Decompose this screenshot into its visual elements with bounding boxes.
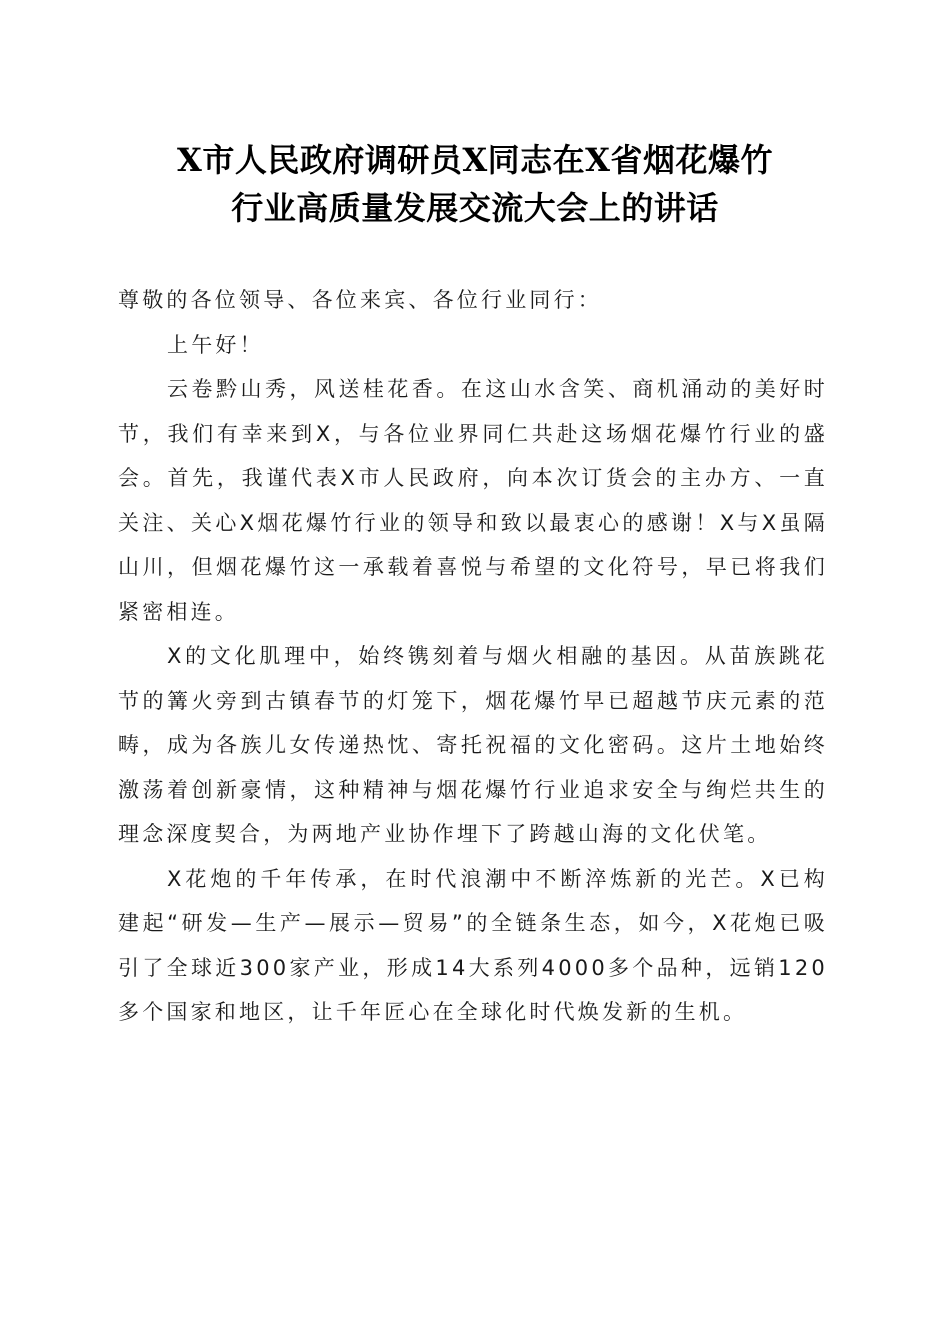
greeting-paragraph: 上午好！ xyxy=(167,332,264,357)
document-title xyxy=(100,136,850,232)
body-paragraph: 云卷黔山秀，风送桂花香。在这山水含笑、商机涌动的美好时节，我们有幸来到X，与各位业界同仁共赴这场烟花爆竹行业的盛会。首先，我谨代表X市人民政府，向本次订货会的主办方、一直关注、关心X烟花爆竹行业的领导和致以最衷心的感谢！X与X虽隔山川，但烟花爆竹这一承载着喜悦与希望的文化符号，早已将我们紧密相连。 xyxy=(118,377,828,624)
title-line-2: 行业高质量发展交流大会上的讲话 xyxy=(231,189,719,227)
salutation: 尊敬的各位领导、各位来宾、各位行业同行： xyxy=(118,288,602,312)
title-line-1: X市人民政府调研员X同志在X省烟花爆竹 xyxy=(177,141,773,179)
body-paragraph: X的文化肌理中，始终镌刻着与烟火相融的基因。从苗族跳花节的篝火旁到古镇春节的灯笼下，烟花爆竹早已超越节庆元素的范畴，成为各族儿女传递热忱、寄托祝福的文化密码。这片土地始终激荡着创新豪情，这种精神与烟花爆竹行业追求安全与绚烂共生的理念深度契合，为两地产业协作埋下了跨越山海的文化伏笔。 xyxy=(118,644,828,846)
body-paragraph: X花炮的千年传承，在时代浪潮中不断淬炼新的光芒。X已构建起“研发—生产—展示—贸易”的全链条生态，如今，X花炮已吸引了全球近300家产业，形成14大系列4000多个品种，远销120多个国家和地区，让千年匠心在全球化时代焕发新的生机。 xyxy=(118,866,828,1024)
speech-body xyxy=(118,278,828,1035)
